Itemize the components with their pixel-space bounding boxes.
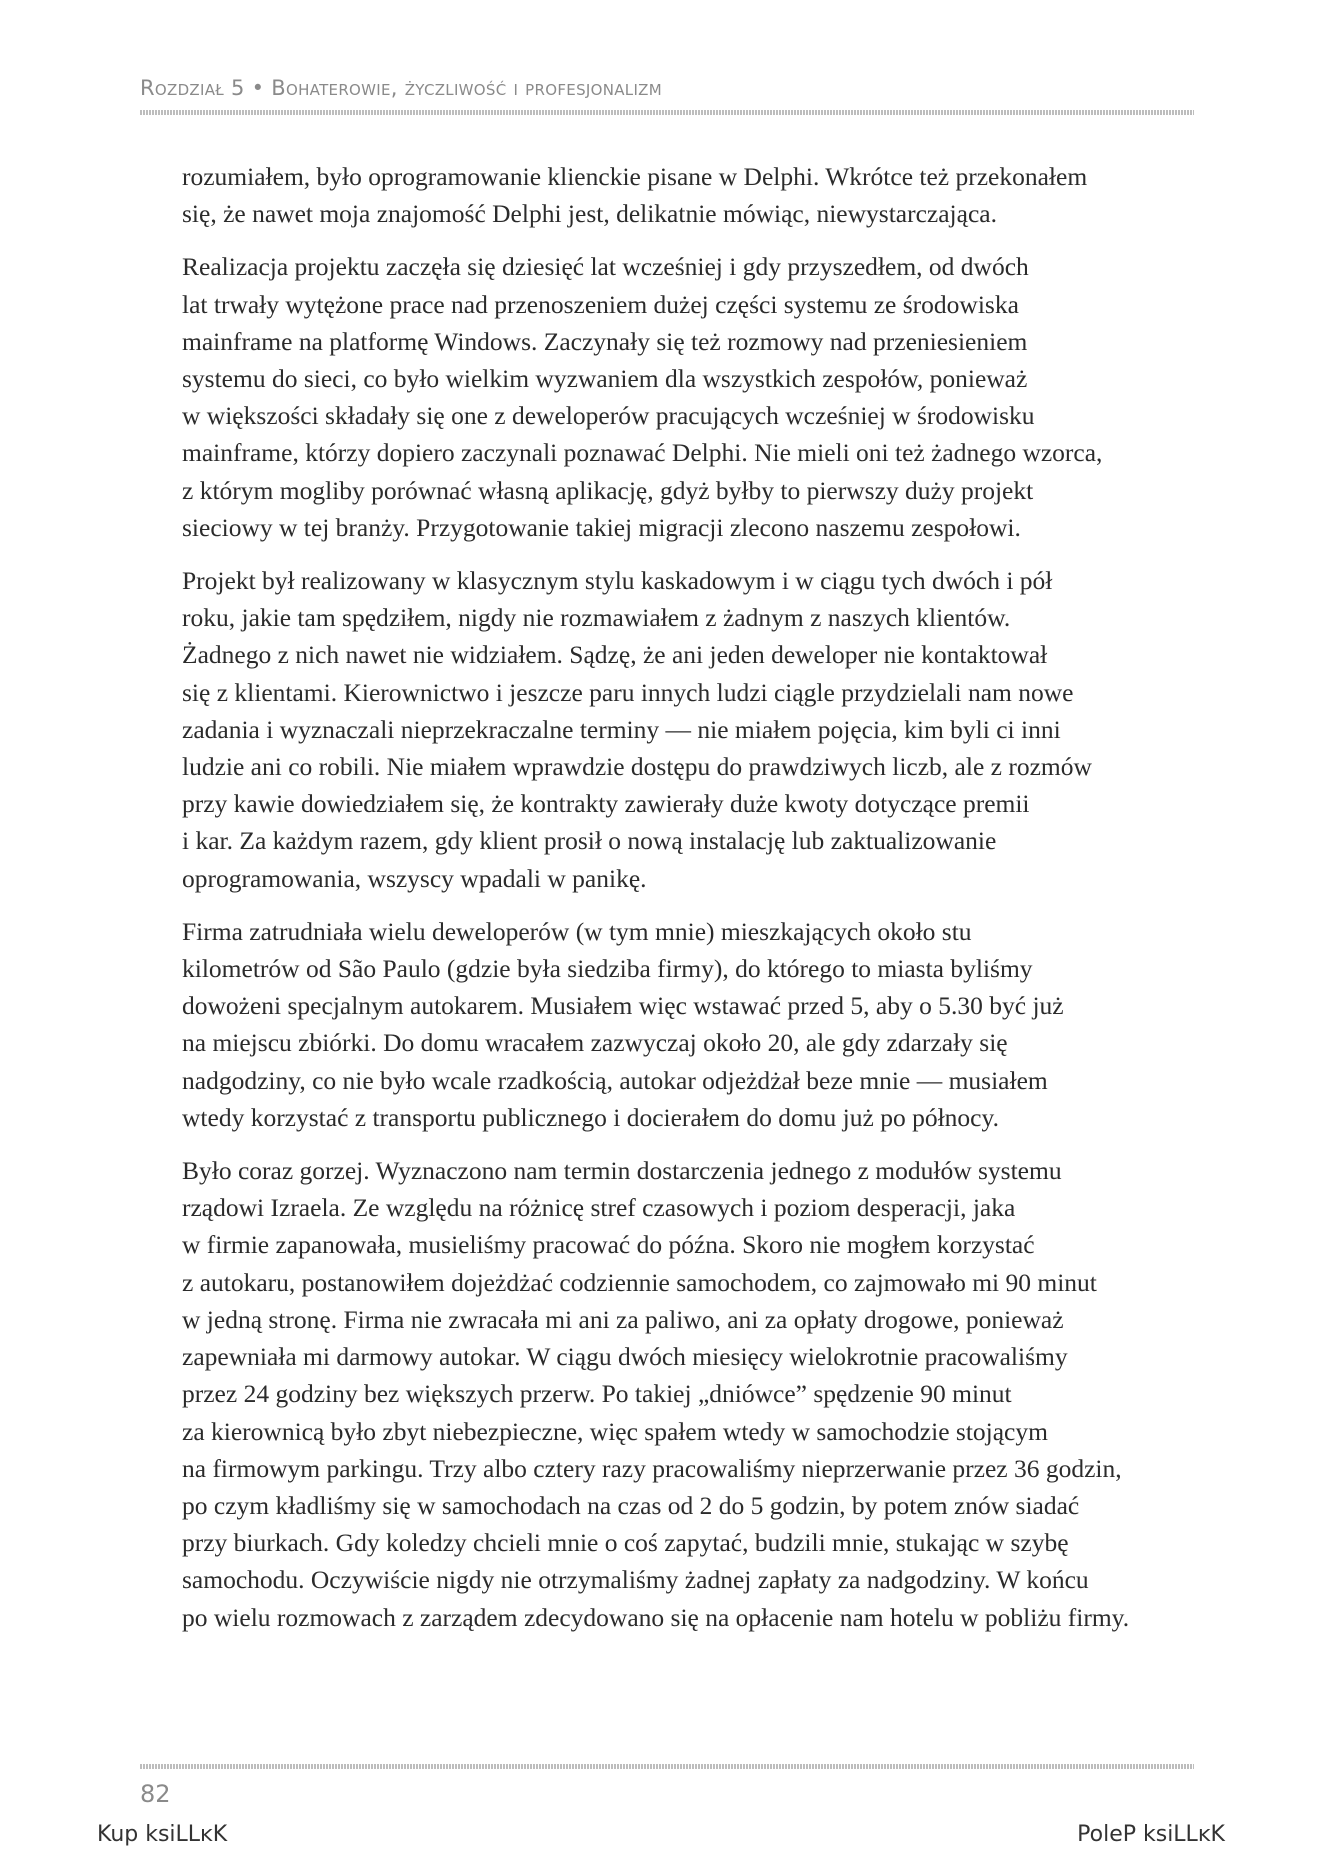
text-line: Projekt był realizowany w klasycznym stylu kaskadowym i w ciągu tych dwóch i pół — [182, 566, 1053, 596]
footer-rule — [140, 1764, 1194, 1769]
text-line: przez 24 godziny bez większych przerw. Po takiej „dniówce” spędzenie 90 minut — [182, 1379, 1012, 1409]
paragraph — [182, 248, 1194, 546]
text-line: roku, jakie tam spędziłem, nigdy nie rozmawiałem z żadnym z naszych klientów. — [182, 603, 1011, 633]
page-number: 82 — [140, 1780, 171, 1808]
text-line: wtedy korzystać z transportu publicznego i docierałem do domu już po północy. — [182, 1102, 999, 1132]
text-line: z którym mogliby porównać własną aplikację, gdyż byłby to pierwszy duży projekt — [182, 475, 1034, 505]
text-line: mainframe, którzy dopiero zaczynali poznawać Delphi. Nie mieli oni też żadnego wzorca, — [182, 438, 1103, 468]
text-line: w jedną stronę. Firma nie zwracała mi ani za paliwo, ani za opłaty drogowe, ponieważ — [182, 1304, 1064, 1334]
text-line: na miejscu zbiórki. Do domu wracałem zazwyczaj około 20, ale gdy zdarzały się — [182, 1028, 1008, 1058]
text-line: lat trwały wytężone prace nad przenoszeniem dużej części systemu ze środowiska — [182, 289, 1019, 319]
text-line: rządowi Izraela. Ze względu na różnicę stref czasowych i poziom desperacji, jaka — [182, 1193, 1016, 1223]
paragraph — [182, 158, 1194, 232]
text-line: przy kawie dowiedziałem się, że kontrakty zawierały duże kwoty dotyczące premii — [182, 789, 1030, 819]
text-line: po wielu rozmowach z zarządem zdecydowano się na opłacenie nam hotelu w pobliżu firmy. — [182, 1602, 1130, 1632]
header-rule — [140, 110, 1194, 115]
text-line: się z klientami. Kierownictwo i jeszcze paru innych ludzi ciągle przydzielali nam nowe — [182, 677, 1074, 707]
text-line: na firmowym parkingu. Trzy albo cztery razy pracowaliśmy nieprzerwanie przez 36 godzin, — [182, 1453, 1122, 1483]
text-line: i kar. Za każdym razem, gdy klient prosił o nową instalację lub zaktualizowanie — [182, 826, 997, 856]
text-line: ludzie ani co robili. Nie miałem wprawdzie dostępu do prawdziwych liczb, ale z rozmów — [182, 752, 1092, 782]
text-line: zadania i wyznaczali nieprzekraczalne terminy — nie miałem pojęcia, kim byli ci inni — [182, 714, 1061, 744]
text-line: po czym kładliśmy się w samochodach na czas od 2 do 5 godzin, by potem znów siadać — [182, 1490, 1080, 1520]
text-line: Firma zatrudniała wielu deweloperów (w tym mnie) mieszkających około stu — [182, 916, 972, 946]
text-line: Żadnego z nich nawet nie widziałem. Sądzę, że ani jeden deweloper nie kontaktował — [182, 640, 1048, 670]
text-line: za kierownicą było zbyt niebezpieczne, więc spałem wtedy w samochodzie stojącym — [182, 1416, 1048, 1446]
text-line: w firmie zapanowała, musieliśmy pracować do późna. Skoro nie mogłem korzystać — [182, 1230, 1035, 1260]
text-line: się, że nawet moja znajomość Delphi jest, delikatnie mówiąc, niewystarczająca. — [182, 199, 997, 229]
text-line: Realizacja projektu zaczęła się dziesięć lat wcześniej i gdy przyszedłem, od dwóch — [182, 252, 1029, 282]
buy-book-link[interactable]: Kup ksiLLĸK — [97, 1822, 228, 1847]
text-line: z autokaru, postanowiłem dojeżdżać codziennie samochodem, co zajmowało mi 90 minut — [182, 1267, 1097, 1297]
paragraph — [182, 1152, 1194, 1636]
text-line: mainframe na platformę Windows. Zaczynały się też rozmowy nad przeniesieniem — [182, 326, 1028, 356]
text-line: samochodu. Oczywiście nigdy nie otrzymaliśmy żadnej zapłaty za nadgodziny. W końcu — [182, 1565, 1089, 1595]
text-line: Było coraz gorzej. Wyznaczono nam termin dostarczenia jednego z modułów systemu — [182, 1156, 1062, 1186]
text-line: oprogramowania, wszyscy wpadali w panikę. — [182, 863, 647, 893]
text-line: nadgodziny, co nie było wcale rzadkością, autokar odjeżdżał beze mnie — musiałem — [182, 1065, 1048, 1095]
body-text — [182, 158, 1194, 1652]
text-line: dowożeni specjalnym autokarem. Musiałem więc wstawać przed 5, aby o 5.30 być już — [182, 991, 1064, 1021]
text-line: kilometrów od São Paulo (gdzie była siedziba firmy), do którego to miasta byliśmy — [182, 954, 1033, 984]
paragraph — [182, 562, 1194, 897]
text-line: w większości składały się one z deweloperów pracujących wcześniej w środowisku — [182, 401, 1035, 431]
running-header: Rozdział 5 • Bohaterowie, życzliwość i profesjonalizm — [140, 76, 662, 100]
text-line: zapewniała mi darmowy autokar. W ciągu dwóch miesięcy wielokrotnie pracowaliśmy — [182, 1342, 1068, 1372]
text-line: systemu do sieci, co było wielkim wyzwaniem dla wszystkich zespołów, ponieważ — [182, 364, 1028, 394]
recommend-book-link[interactable]: PoleP ksiLLĸK — [1077, 1822, 1225, 1847]
paragraph — [182, 913, 1194, 1136]
text-line: przy biurkach. Gdy koledzy chcieli mnie o coś zapytać, budzili mnie, stukając w szybę — [182, 1528, 1069, 1558]
text-line: sieciowy w tej branży. Przygotowanie takiej migracji zlecono naszemu zespołowi. — [182, 512, 1021, 542]
text-line: rozumiałem, było oprogramowanie klienckie pisane w Delphi. Wkrótce też przekonałem — [182, 162, 1088, 191]
